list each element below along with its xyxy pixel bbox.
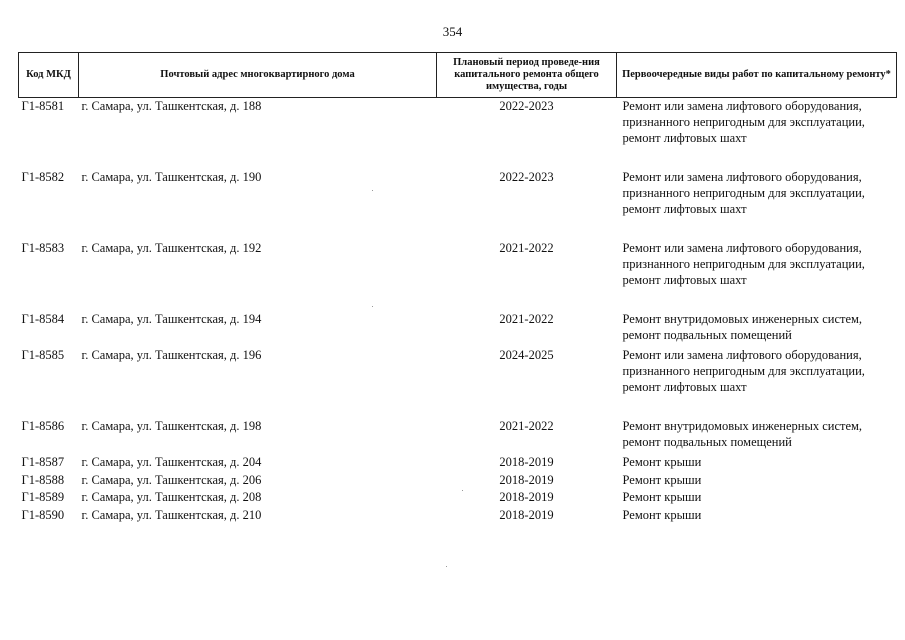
cell-address: г. Самара, ул. Ташкентская, д. 194: [81, 312, 262, 326]
cell-period: 2022-2023: [499, 170, 554, 184]
cell-works: Ремонт крыши: [622, 472, 702, 487]
cell-period: 2021-2022: [499, 241, 554, 255]
table-row: [19, 98, 897, 170]
cell-period: 2021-2022: [499, 312, 554, 326]
cell-period: 2018-2019: [499, 455, 554, 469]
cell-code: Г1-8584: [21, 312, 65, 326]
cell-address: г. Самара, ул. Ташкентская, д. 198: [81, 419, 262, 433]
table-row: [19, 454, 897, 472]
table-row: [19, 169, 897, 240]
cell-works: Ремонт или замена лифтового оборудования, признанного непригодным для эксплуатации, ремонт лифтовых шахт: [622, 99, 865, 145]
cell-address: г. Самара, ул. Ташкентская, д. 190: [81, 170, 262, 184]
cell-period: 2024-2025: [499, 348, 554, 362]
cell-code: Г1-8588: [21, 472, 65, 487]
scan-speck: [372, 190, 373, 191]
cell-period: 2018-2019: [499, 490, 554, 505]
cell-works: Ремонт внутридомовых инженерных систем, ремонт подвальных помещений: [622, 312, 863, 342]
table-row: [19, 472, 897, 490]
cell-code: Г1-8585: [21, 348, 65, 362]
cell-code: Г1-8587: [21, 455, 65, 469]
cell-code: Г1-8583: [21, 241, 65, 255]
cell-code: Г1-8589: [21, 490, 65, 505]
cell-address: г. Самара, ул. Ташкентская, д. 208: [81, 490, 262, 505]
page-number: 354: [442, 24, 463, 39]
table-row: [19, 240, 897, 311]
cell-code: Г1-8581: [21, 99, 65, 113]
header-address: Почтовый адрес многоквартирного дома: [79, 53, 437, 98]
cell-address: г. Самара, ул. Ташкентская, д. 206: [81, 472, 262, 487]
cell-address: г. Самара, ул. Ташкентская, д. 196: [81, 348, 262, 362]
cell-period: 2021-2022: [499, 419, 554, 433]
cell-address: г. Самара, ул. Ташкентская, д. 210: [81, 507, 262, 522]
cell-address: г. Самара, ул. Ташкентская, д. 192: [81, 241, 262, 255]
capital-repair-table: [18, 52, 897, 524]
table-row: [19, 489, 897, 507]
cell-code: Г1-8582: [21, 170, 65, 184]
cell-code: Г1-8590: [21, 507, 65, 522]
header-works: Первоочередные виды работ по капитальному ремонту*: [617, 53, 897, 98]
cell-works: Ремонт или замена лифтового оборудования, признанного непригодным для эксплуатации, ремонт лифтовых шахт: [622, 348, 865, 394]
table-row: [19, 507, 897, 525]
cell-works: Ремонт крыши: [622, 490, 702, 505]
cell-address: г. Самара, ул. Ташкентская, д. 188: [81, 99, 262, 113]
table-row: [19, 418, 897, 454]
cell-works: Ремонт внутридомовых инженерных систем, ремонт подвальных помещений: [622, 419, 863, 449]
cell-code: Г1-8586: [21, 419, 65, 433]
cell-period: 2022-2023: [499, 99, 554, 113]
table-header-row: [19, 53, 897, 98]
cell-works: Ремонт крыши: [622, 455, 702, 469]
scan-speck: [446, 566, 447, 567]
header-period: Плановый период проведе-ния капитального ремонта общего имущества, годы: [437, 53, 617, 98]
header-code: Код МКД: [19, 53, 79, 98]
cell-works: Ремонт или замена лифтового оборудования, признанного непригодным для эксплуатации, ремонт лифтовых шахт: [622, 241, 865, 287]
cell-period: 2018-2019: [499, 472, 554, 487]
cell-address: г. Самара, ул. Ташкентская, д. 204: [81, 455, 262, 469]
table-row: [19, 347, 897, 418]
cell-period: 2018-2019: [499, 507, 554, 522]
cell-works: Ремонт крыши: [622, 507, 702, 522]
scan-speck: [372, 306, 373, 307]
cell-works: Ремонт или замена лифтового оборудования, признанного непригодным для эксплуатации, ремонт лифтовых шахт: [622, 170, 865, 216]
scan-speck: [462, 490, 463, 491]
table-row: [19, 311, 897, 347]
